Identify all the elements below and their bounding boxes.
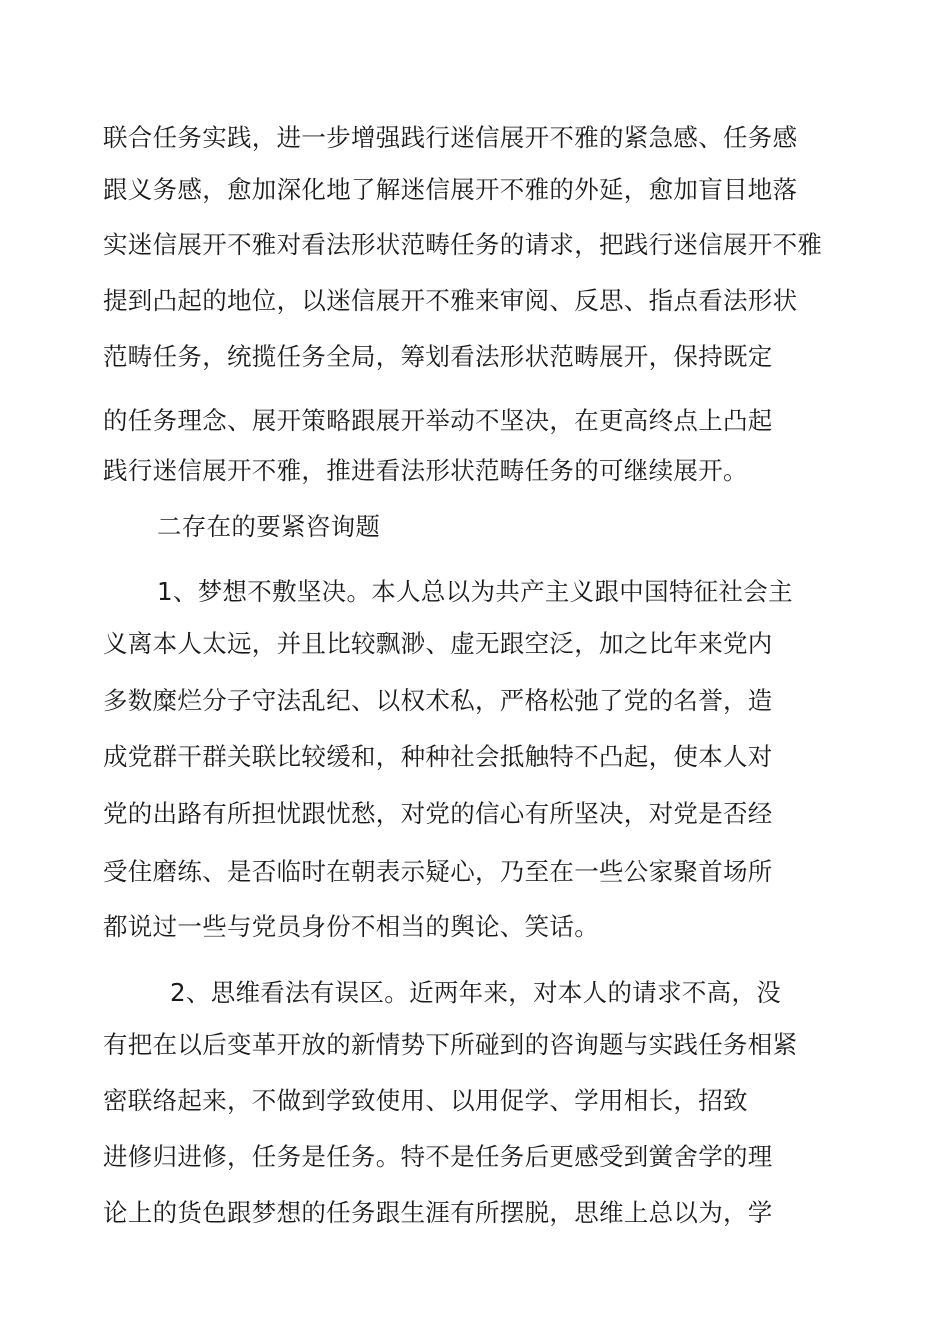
text-line: 多数糜烂分子守法乱纪、以权术私，严格松弛了党的名誉，造 [103, 686, 773, 715]
text-line: 进修归进修，任务是任务。特不是任务后更感受到黉舍学的理 [103, 1142, 773, 1171]
text-line: 范畴任务，统揽任务全局，筹划看法形状范畴展开，保持既定 [103, 342, 773, 371]
text-line: 的任务理念、展开策略跟展开举动不坚决，在更高终点上凸起 [103, 406, 773, 435]
text-line: 2、思维看法有误区。近两年来，对本人的请求不高，没 [170, 978, 782, 1007]
text-line: 践行迷信展开不雅，推进看法形状范畴任务的可继续展开。 [103, 456, 748, 485]
text-line: 1、梦想不敷坚决。本人总以为共产主义跟中国特征社会主 [157, 577, 793, 606]
text-line: 实迷信展开不雅对看法形状范畴任务的请求，把践行迷信展开不雅 [103, 230, 823, 259]
text-line: 提到凸起的地位，以迷信展开不雅来审阅、反思、指点看法形状 [103, 286, 798, 315]
text-line: 有把在以后变革开放的新情势下所碰到的咨询题与实践任务相紧 [103, 1030, 798, 1059]
section-heading: 二存在的要紧咨询题 [157, 512, 381, 541]
text-line: 义离本人太远，并且比较飘渺、虚无跟空泛，加之比年来党内 [103, 629, 773, 658]
text-line: 跟义务感，愈加深化地了解迷信展开不雅的外延，愈加盲目地落 [103, 175, 798, 204]
text-line: 受住磨练、是否临时在朝表示疑心，乃至在一些公家聚首场所 [103, 857, 773, 886]
text-line: 成党群干群关联比较缓和，种种社会抵触特不凸起，使本人对 [103, 742, 773, 771]
text-line: 党的出路有所担忧跟忧愁，对党的信心有所坚决，对党是否经 [103, 799, 773, 828]
text-line: 论上的货色跟梦想的任务跟生涯有所摆脱，思维上总以为，学 [103, 1198, 773, 1227]
text-line: 都说过一些与党员身份不相当的舆论、笑话。 [103, 912, 599, 941]
text-line: 密联络起来，不做到学致使用、以用促学、学用相长，招致 [103, 1086, 748, 1115]
text-line: 联合任务实践，进一步增强践行迷信展开不雅的紧急感、任务感 [103, 123, 798, 152]
